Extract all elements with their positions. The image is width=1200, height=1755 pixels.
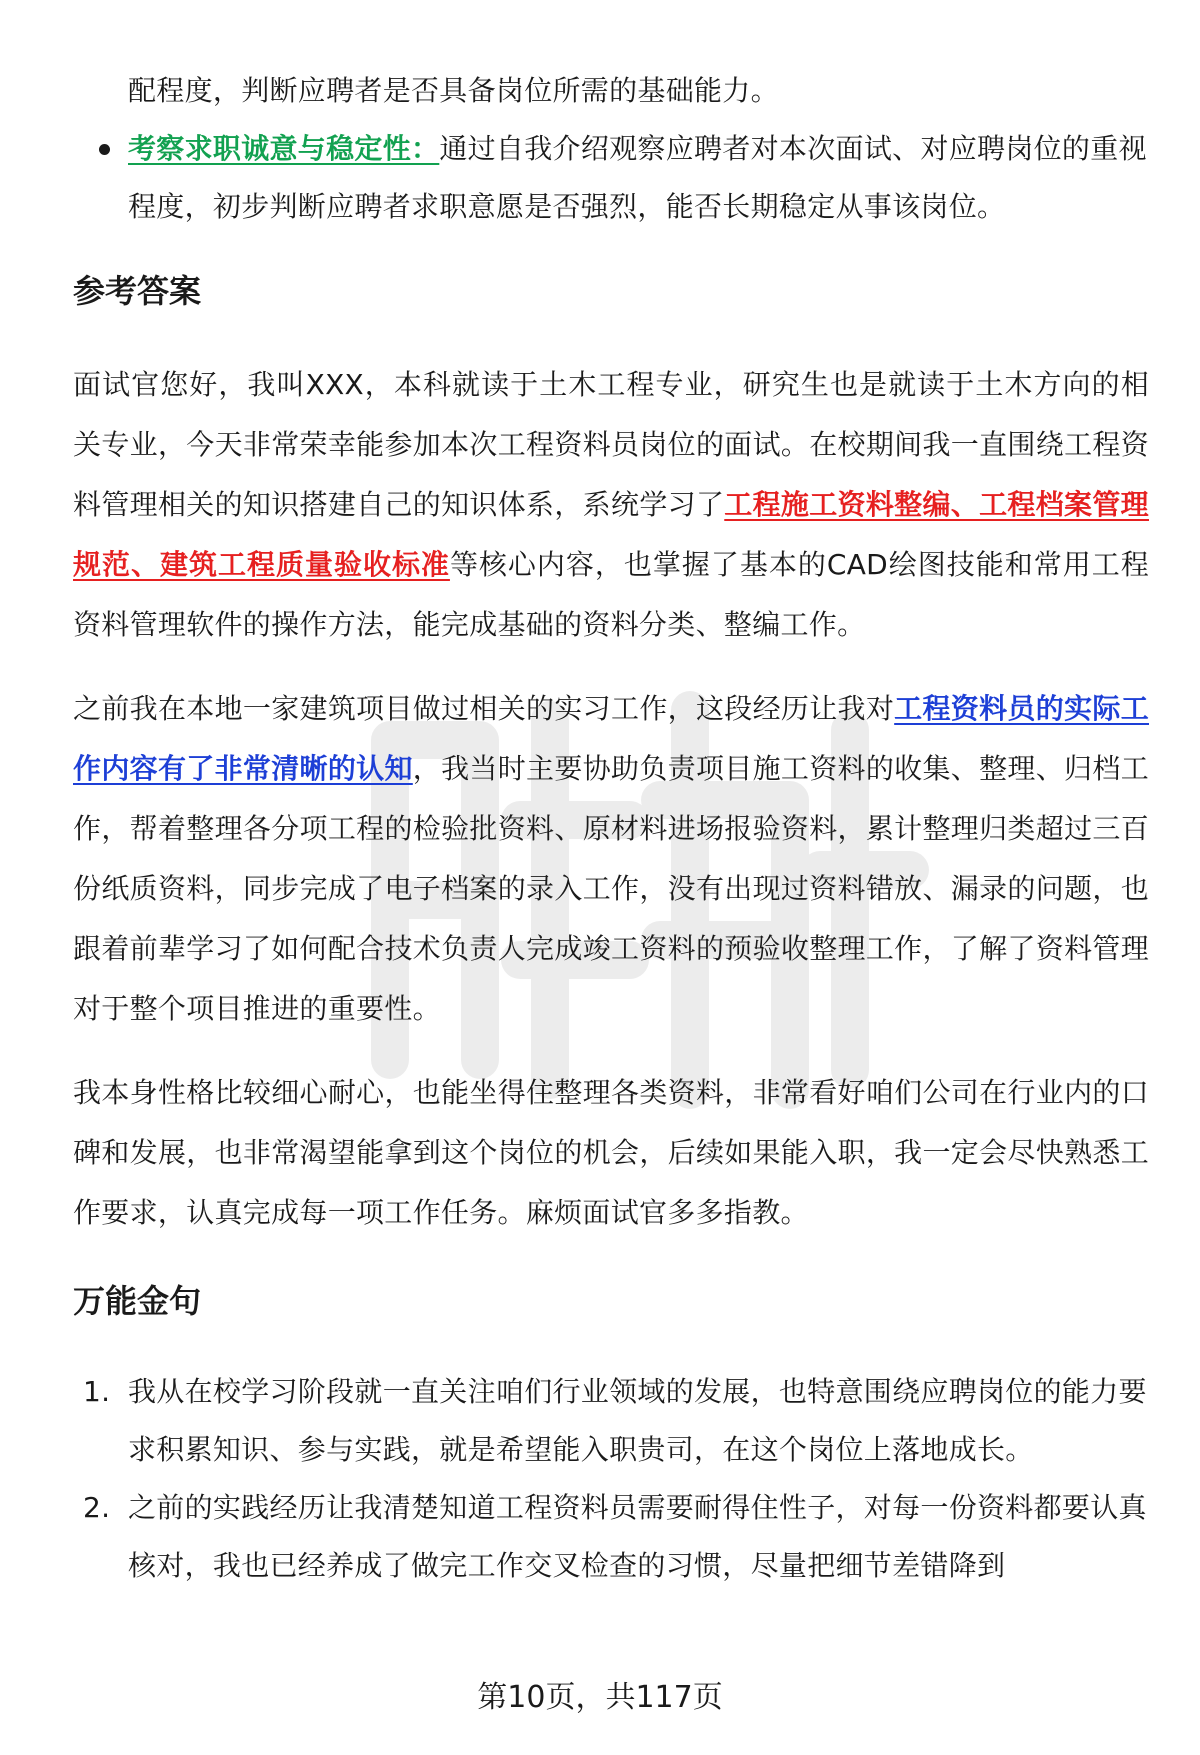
list-item-text: 我从在校学习阶段就一直关注咱们行业领域的发展，也特意围绕应聘岗位的能力要求积累知识、参与实践，就是希望能入职贵司，在这个岗位上落地成长。 xyxy=(128,1375,1147,1466)
bullet-label: 考察求职诚意与稳定性： xyxy=(128,132,440,165)
answer-p1-text-a: 面试官您好，我叫XXX，本科就读于土木工程专业，研究生也是就读于土木方向的相关专业，今天非常荣幸能参加本次工程资料员岗位的面试。在校期间我一直围绕工程资料管理相关的知识搭建自己的知识体系，系统学习了 xyxy=(73,368,1149,521)
list-item-number: 1. xyxy=(83,1375,111,1408)
list-item-number: 2. xyxy=(83,1491,111,1524)
bullet-dot-icon xyxy=(99,144,110,155)
phrases-list xyxy=(73,1363,1149,1595)
answer-p2-text-a: 之前我在本地一家建筑项目做过相关的实习工作，这段经历让我对 xyxy=(73,692,895,725)
bullet-item-sincerity xyxy=(73,120,1149,236)
bullet-list xyxy=(73,120,1149,236)
page-footer: 第10页，共117页 xyxy=(477,1680,723,1715)
continued-paragraph: 配程度，判断应聘者是否具备岗位所需的基础能力。 xyxy=(128,74,779,107)
answer-p2-highlight: 工程资料员的实际工作内容有了非常清晰的认知 xyxy=(73,692,1149,785)
section-title-answer: 参考答案 xyxy=(73,272,202,310)
answer-p2-text-b: ，我当时主要协助负责项目施工资料的收集、整理、归档工作，帮着整理各分项工程的检验批资料、原材料进场报验资料，累计整理归类超过三百份纸质资料，同步完成了电子档案的录入工作，没有出现过资料错放、漏录的问题，也跟着前辈学习了如何配合技术负责人完成竣工资料的预验收整理工作，了解了资料管理对于整个项目推进的重要性。 xyxy=(73,752,1149,1025)
list-item xyxy=(73,1479,1149,1595)
answer-p1-text-b: 等核心内容，也掌握了基本的CAD绘图技能和常用工程资料管理软件的操作方法，能完成基础的资料分类、整编工作。 xyxy=(73,548,1149,641)
answer-paragraph-3: 我本身性格比较细心耐心，也能坐得住整理各类资料，非常看好咱们公司在行业内的口碑和发展，也非常渴望能拿到这个岗位的机会，后续如果能入职，我一定会尽快熟悉工作要求，认真完成每一项工作任务。麻烦面试官多多指教。 xyxy=(73,1076,1149,1229)
answer-paragraph-2 xyxy=(73,679,1149,1039)
list-item-text: 之前的实践经历让我清楚知道工程资料员需要耐得住性子，对每一份资料都要认真核对，我也已经养成了做完工作交叉检查的习惯，尽量把细节差错降到 xyxy=(128,1491,1147,1582)
bullet-text: 通过自我介绍观察应聘者对本次面试、对应聘岗位的重视程度，初步判断应聘者求职意愿是否强烈，能否长期稳定从事该岗位。 xyxy=(128,132,1147,223)
section-title-phrases: 万能金句 xyxy=(73,1282,202,1320)
list-item xyxy=(73,1363,1149,1479)
answer-paragraph-1 xyxy=(73,355,1149,655)
main-content xyxy=(73,62,1149,1595)
answer-p1-highlight: 工程施工资料整编、工程档案管理规范、建筑工程质量验收标准 xyxy=(73,488,1149,581)
